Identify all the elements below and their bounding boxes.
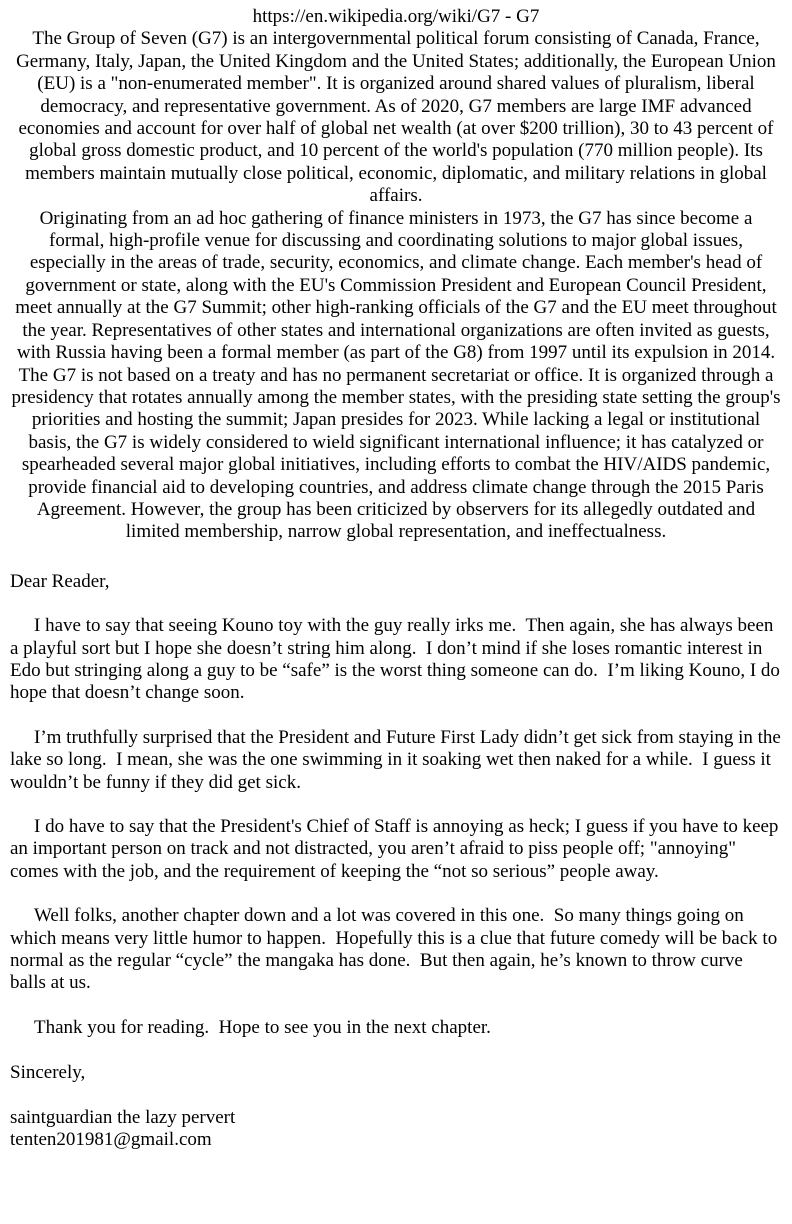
letter-paragraph-2: I’m truthfully surprised that the President and Future First Lady didn’t get sick from staying in the lake so long. I mean, she was the one swimming in it soaking wet then naked for a while. I guess it wouldn’t be funny if they did get sick. [10,726,786,793]
authors-note-letter [10,570,786,1152]
letter-paragraph-3: I do have to say that the President's Chief of Staff is annoying as heck; I guess if you have to keep an important person on track and not distracted, you aren’t afraid to piss people off; "annoying" comes with the job, and the requirement of keeping the “not so serious” people away. [10,816,784,882]
signature-email: tenten201981@gmail.com [10,1129,212,1151]
letter-paragraph-1: I have to say that seeing Kouno toy with the guy really irks me. Then again, she has always been a playful sort but I hope she doesn’t string him along. I don’t mind if she loses romantic interest in Edo but stringing along a guy to be “safe” is the worst thing someone can do. I’m liking Kouno, I do hope that doesn’t change soon. [10,615,785,704]
signature-name: saintguardian the lazy pervert [10,1106,236,1128]
letter-salutation: Dear Reader, [10,570,110,592]
letter-paragraph-5: Thank you for reading. Hope to see you in the next chapter. [34,1016,491,1038]
signature-block [10,1107,782,1152]
source-url: https://en.wikipedia.org/wiki/G7 - G7 [252,6,540,27]
wiki-excerpt [10,6,782,544]
letter-closing: Sincerely, [10,1062,86,1084]
wiki-paragraph-1: The Group of Seven (G7) is an intergovernmental political forum consisting of Canada, France, Germany, Italy, Japan, the United Kingdom and the United States; additionally, the European Union (EU) is a "non-enumerated member". It is organized around shared values of pluralism, liberal democracy, and representative government. As of 2020, G7 members are large IMF advanced economies and account for over half of global net wealth (at over $200 trillion), 30 to 43 percent of global gross domestic product, and 10 percent of the world's population (770 million people). Its members maintain mutually close political, economic, diplomatic, and military relations in global affairs. [16,28,776,207]
wiki-paragraph-3: The G7 is not based on a treaty and has no permanent secretariat or office. It is organized through a presidency that rotates annually among the member states, with the presiding state setting the group's priorities and hosting the summit; Japan presides for 2023. While lacking a legal or institutional basis, the G7 is widely considered to wield significant international influence; it has catalyzed or spearheaded several major global initiatives, including efforts to combat the HIV/AIDS pandemic, provide financial aid to developing countries, and address climate change through the 2015 Paris Agreement. However, the group has been criticized by observers for its allegedly outdated and limited membership, narrow global representation, and ineffectualness. [11,364,781,543]
wiki-paragraph-2: Originating from an ad hoc gathering of finance ministers in 1973, the G7 has since become a formal, high-profile venue for discussing and coordinating solutions to major global issues, especially in the areas of trade, security, economics, and climate change. Each member's head of government or state, along with the EU's Commission President and European Council President, meet annually at the G7 Summit; other high-ranking officials of the G7 and the EU meet throughout the year. Representatives of other states and international organizations are often invited as guests, with Russia having been a formal member (as part of the G8) from 1997 until its expulsion in 2014. [15,207,777,364]
letter-paragraph-4: Well folks, another chapter down and a lot was covered in this one. So many things going on which means very little humor to happen. Hopefully this is a clue that future comedy will be back to normal as the regular “cycle” the mangaka has done. But then again, he’s known to throw curve balls at us. [10,905,782,994]
